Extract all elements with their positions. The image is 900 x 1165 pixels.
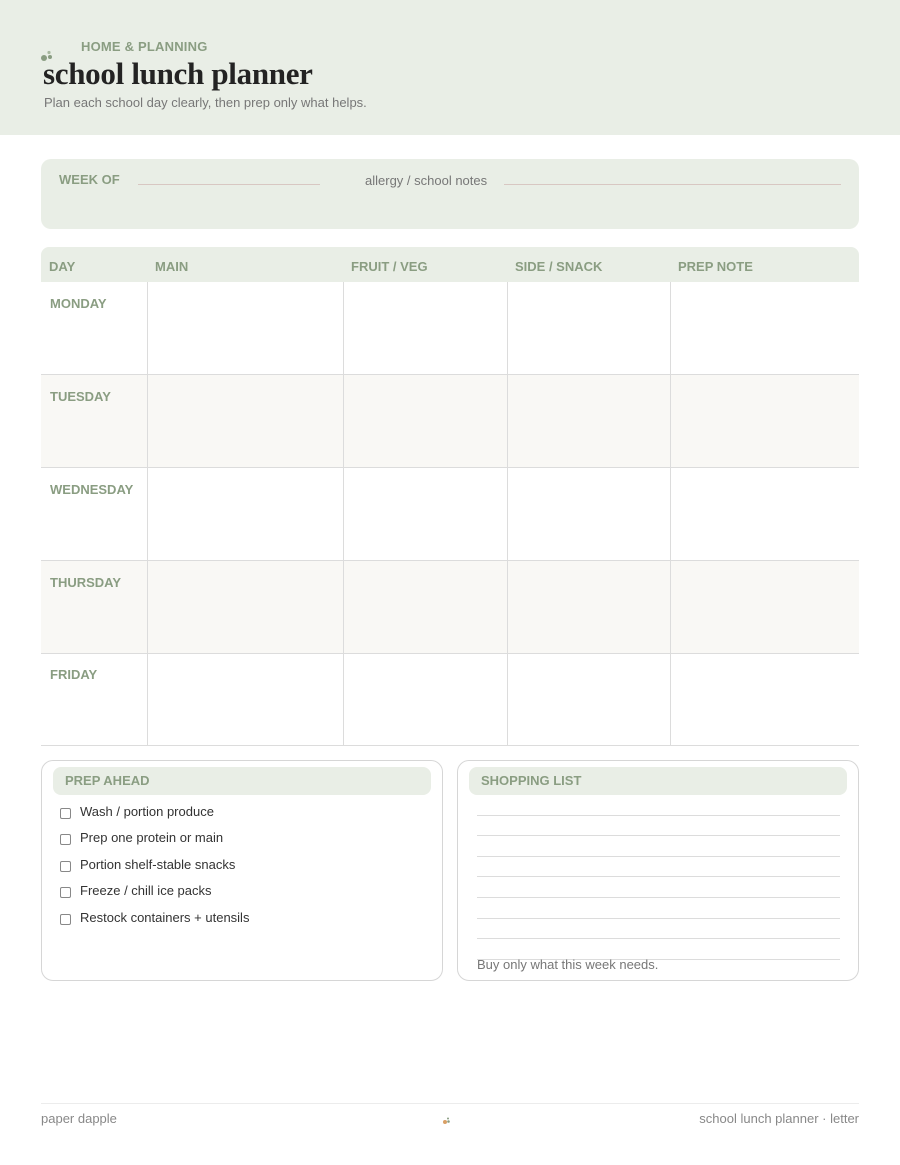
column-header-main: MAIN	[155, 259, 189, 274]
shopping-list-line[interactable]	[477, 918, 840, 919]
prep-item-label: Restock containers + utensils	[80, 909, 250, 925]
checkbox[interactable]	[60, 914, 71, 925]
shopping-list-line[interactable]	[477, 835, 840, 836]
table-row[interactable]	[41, 653, 859, 746]
eyebrow-label: HOME & PLANNING	[81, 39, 208, 54]
allergy-notes-label: allergy / school notes	[365, 173, 488, 188]
page-subtitle: Plan each school day clearly, then prep only what helps.	[44, 95, 367, 110]
shopping-list-line[interactable]	[477, 876, 840, 877]
column-divider	[343, 282, 344, 745]
prep-ahead-title: PREP AHEAD	[65, 773, 150, 788]
table-row[interactable]	[41, 375, 859, 468]
page-header	[0, 0, 900, 135]
allergy-notes-field[interactable]	[504, 184, 841, 185]
day-label-thursday: THURSDAY	[50, 575, 122, 590]
prep-ahead-header	[53, 767, 431, 795]
day-label-tuesday: TUESDAY	[50, 389, 111, 404]
footer-document-label: school lunch planner · letter	[699, 1111, 859, 1126]
table-row[interactable]	[41, 282, 859, 375]
page-title: school lunch planner	[43, 56, 313, 91]
prep-item[interactable]	[60, 881, 212, 899]
week-of-field[interactable]	[138, 184, 320, 185]
shopping-list-note: Buy only what this week needs.	[477, 957, 659, 972]
prep-item[interactable]	[60, 828, 223, 846]
checkbox[interactable]	[60, 861, 71, 872]
shopping-list-title: SHOPPING LIST	[481, 773, 582, 788]
week-info-box	[41, 159, 859, 229]
shopping-list-line[interactable]	[477, 938, 840, 939]
column-divider	[507, 282, 508, 745]
week-of-label: WEEK OF	[59, 172, 120, 187]
prep-item-label: Prep one protein or main	[80, 829, 224, 845]
checkbox[interactable]	[60, 834, 71, 845]
table-row[interactable]	[41, 561, 859, 654]
footer-divider	[41, 1103, 859, 1104]
prep-item-label: Freeze / chill ice packs	[80, 882, 212, 898]
table-header	[41, 247, 859, 282]
checkbox[interactable]	[60, 808, 71, 819]
prep-item[interactable]	[60, 855, 235, 873]
footer-brand: paper dapple	[41, 1111, 117, 1126]
column-divider	[147, 282, 148, 745]
prep-ahead-panel	[41, 760, 443, 981]
day-label-friday: FRIDAY	[50, 667, 98, 682]
checkbox[interactable]	[60, 887, 71, 898]
dots-icon	[442, 1117, 451, 1125]
column-header-prep-note: PREP NOTE	[678, 259, 753, 274]
column-header-side-snack: SIDE / SNACK	[515, 259, 603, 274]
shopping-list-panel	[457, 760, 859, 981]
prep-item[interactable]	[60, 802, 214, 820]
prep-item-label: Portion shelf-stable snacks	[80, 856, 236, 872]
day-label-monday: MONDAY	[50, 296, 107, 311]
table-row[interactable]	[41, 468, 859, 561]
shopping-list-line[interactable]	[477, 856, 840, 857]
shopping-list-line[interactable]	[477, 897, 840, 898]
column-header-fruit-veg: FRUIT / VEG	[351, 259, 428, 274]
prep-item[interactable]	[60, 908, 249, 926]
day-label-wednesday: WEDNESDAY	[50, 482, 134, 497]
column-divider	[670, 282, 671, 745]
prep-item-label: Wash / portion produce	[80, 803, 214, 819]
shopping-list-header	[469, 767, 847, 795]
shopping-list-line[interactable]	[477, 815, 840, 816]
column-header-day: DAY	[49, 259, 76, 274]
